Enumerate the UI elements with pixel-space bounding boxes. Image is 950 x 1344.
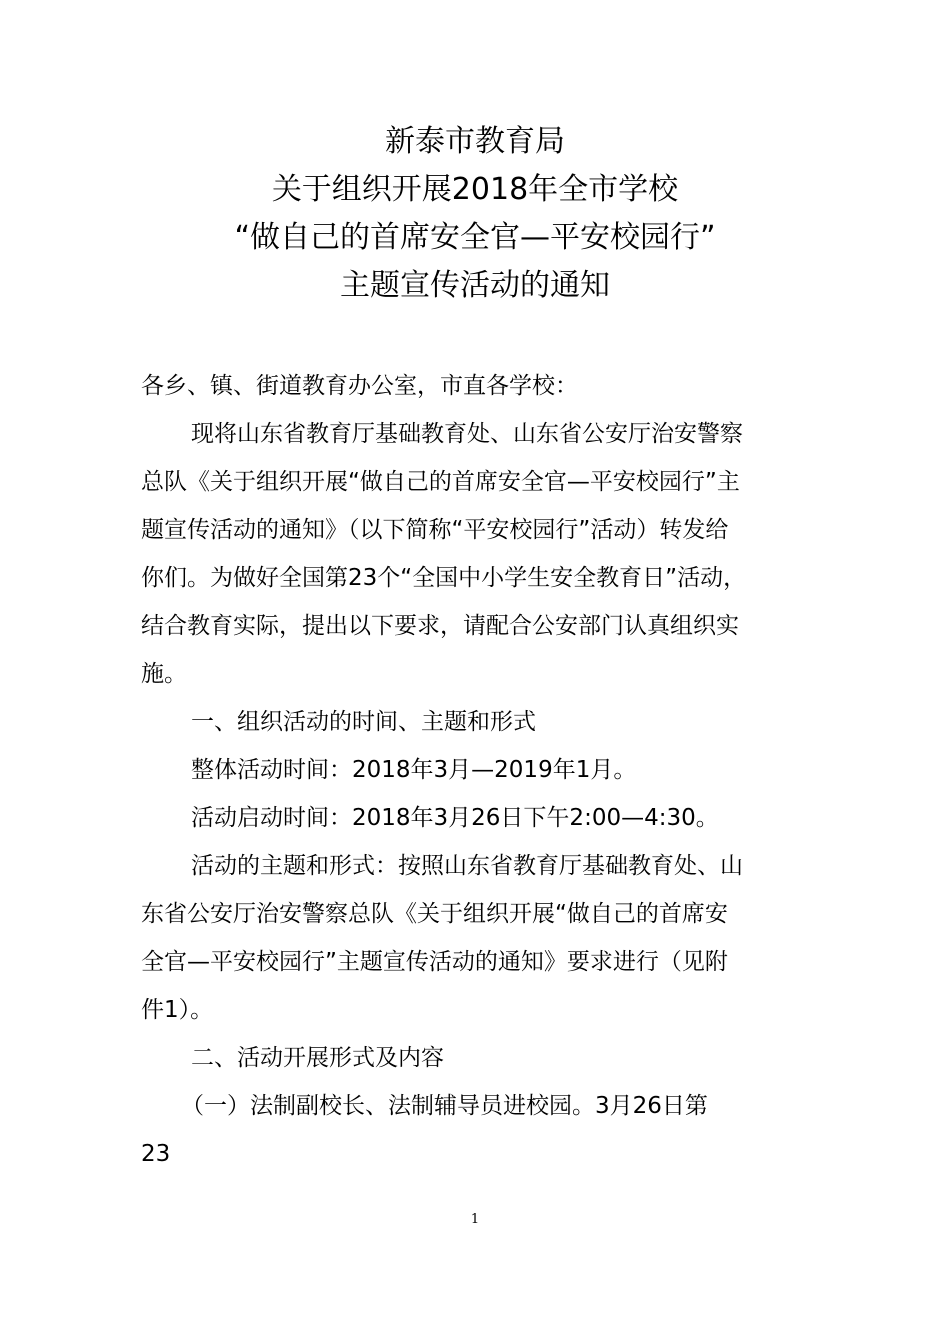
title-campaign-name: “做自己的首席安全官—平安校园行” — [234, 220, 716, 255]
body-line: 整体活动时间：2018年3月—2019年1月。 — [191, 757, 637, 783]
body-line: 题宣传活动的通知》（以下简称“平安校园行”活动）转发给 — [141, 517, 729, 543]
document-title — [0, 118, 950, 310]
body-line: 现将山东省教育厅基础教育处、山东省公安厅治安警察 — [191, 421, 743, 447]
body-line: 总队《关于组织开展“做自己的首席安全官—平安校园行”主 — [141, 469, 740, 495]
body-line: 件1）。 — [141, 997, 214, 1023]
body-line: 施。 — [141, 661, 187, 687]
body-line: 东省公安厅治安警察总队《关于组织开展“做自己的首席安 — [141, 901, 728, 927]
body-line: 活动的主题和形式：按照山东省教育厅基础教育处、山 — [191, 853, 743, 879]
salutation: 各乡、镇、街道教育办公室，市直各学校： — [141, 373, 578, 399]
section-heading: 二、活动开展形式及内容 — [191, 1045, 444, 1071]
body-line: 全官—平安校园行”主题宣传活动的通知》要求进行（见附 — [141, 949, 728, 975]
page-number: 1 — [470, 1212, 480, 1227]
title-notice-type: 主题宣传活动的通知 — [340, 268, 610, 303]
body-line: 活动启动时间：2018年3月26日下午2:00—4:30。 — [191, 805, 719, 831]
title-subject: 关于组织开展2018年全市学校 — [271, 172, 679, 207]
document-body — [141, 362, 831, 1178]
body-line: 你们。为做好全国第23个“全国中小学生安全教育日”活动， — [141, 565, 747, 591]
body-line: 23 — [141, 1141, 171, 1167]
subsection-line: （一）法制副校长、法制辅导员进校园。3月26日第 — [181, 1093, 708, 1119]
section-heading: 一、组织活动的时间、主题和形式 — [191, 709, 536, 735]
title-issuer: 新泰市教育局 — [385, 124, 565, 159]
body-line: 结合教育实际，提出以下要求，请配合公安部门认真组织实 — [141, 613, 739, 639]
